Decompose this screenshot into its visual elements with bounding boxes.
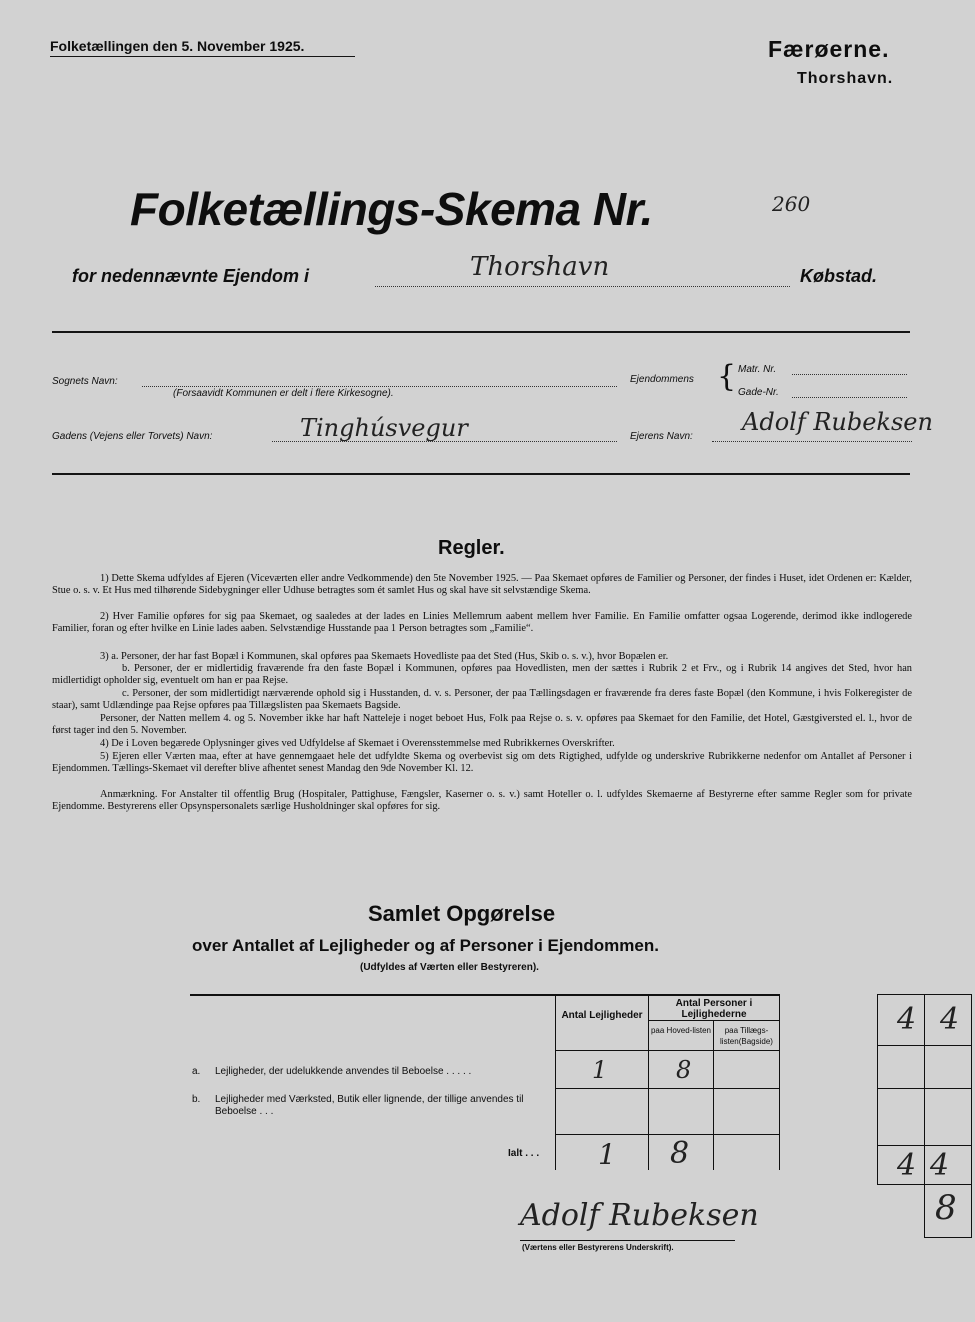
gade-label: Gade-Nr. — [738, 387, 779, 398]
matr-label: Matr. Nr. — [738, 364, 777, 375]
street-value-handwritten: Tinghúsvegur — [300, 414, 468, 442]
table-row-rule-1 — [555, 1088, 779, 1089]
owner-signature: Adolf Rubeksen — [520, 1198, 759, 1233]
total-label: Ialt . . . — [508, 1148, 540, 1159]
subtitle-suffix: Købstad. — [800, 266, 878, 286]
rule-1: 1) Dette Skema udfyldes af Ejeren (Viceværten eller andre Vedkommende) den 5te November 1925. — Paa Skemaet opføres de Familier og Personer, der findes i Huset, idet Ordenen er: Kælder, Stue o. s. v. Et Hus med tilhørende Sidebygninger eller Udhuse betragtes som ét samlet Hus og skal have sit selvstændige Skema. — [52, 573, 912, 597]
census-date: Folketællingen den 5. November 1925. — [50, 38, 305, 54]
signature-label: (Værtens eller Bestyrerens Underskrift). — [522, 1243, 674, 1252]
form-number: 260 — [772, 192, 811, 216]
parish-note: (Forsaavidt Kommunen er delt i flere Kirkesogne). — [173, 388, 394, 399]
table-vline-2 — [648, 995, 649, 1170]
col-supplement-list: paa Tillægs-listen(Bagside) — [720, 1026, 773, 1046]
street-label: Gadens (Vejens eller Torvets) Navn: — [52, 431, 213, 442]
tally-vline-mid — [924, 994, 925, 1238]
total-apartments: 1 — [598, 1138, 616, 1171]
matr-fill-line — [792, 374, 907, 375]
rule-3b: b. Personer, der er midlertidig fraværende fra den faste Bopæl i Kommunen, opføres paa Hovedlisten, men der sættes i Rubrik 2 et Frv., og i Rubrik 14 angives det Sted, hvor han midlertidigt opholder sig, eventuelt om han er paa Rejse. — [52, 663, 912, 687]
parish-label: Sognets Navn: — [52, 376, 118, 387]
subtitle-town-handwritten: Thorshavn — [470, 252, 610, 282]
gade-fill-line — [792, 397, 907, 398]
rule-3-night: Personer, der Natten mellem 4. og 5. November ikke har haft Natteleje i noget beboet Hus, Folk paa Rejse o. s. v. opføres paa Skemaet for den Familie, det Hotel, Gæstgiversted el. l., hvor de først tager ind den 5. November. — [52, 713, 912, 737]
form-title: Folketællings-Skema Nr. — [130, 183, 653, 235]
owner-value-handwritten: Adolf Rubeksen — [742, 408, 933, 436]
tally-vline-right — [971, 994, 972, 1238]
owner-fill-line — [712, 441, 912, 442]
tally-top-right: 4 — [940, 1002, 960, 1037]
rules-heading: Regler. — [438, 537, 505, 559]
row-a-apartments: 1 — [592, 1056, 608, 1084]
row-b-letter: b. — [192, 1094, 201, 1105]
row-a-main: 8 — [676, 1056, 692, 1084]
table-vline-4 — [779, 995, 780, 1170]
tally-top-left: 4 — [897, 1002, 917, 1037]
rule-4: 4) De i Loven begærede Oplysninger gives ved Udfyldelse af Skemaet i Overensstemmelse med Rubrikkernes Overskrifter. — [100, 738, 615, 749]
rule-note: Anmærkning. For Anstalter til offentlig Brug (Hospitaler, Pattighuse, Fængsler, Kaserner o. s. v.) samt Hoteller o. l. udfyldes Skemaerne af Bestyrerne efter samme Regler som for private Ejendomme. Bestyrerens eller Opsynspersonalets særlige Husholdninger skal opføres for sig. — [52, 789, 912, 813]
col-apartments: Antal Lejligheder — [561, 1010, 643, 1021]
divider-fields — [52, 473, 910, 475]
col-main-list: paa Hoved-listen — [650, 1026, 712, 1035]
tally-hline-3 — [877, 1145, 972, 1146]
property-brace: { — [717, 359, 737, 394]
total-main: 8 — [670, 1136, 690, 1171]
rule-5: 5) Ejeren eller Værten maa, efter at have gennemgaaet hele det udfyldte Skema og overbevist sig om dets Rigtighed, udfylde og underskrive Rubrikkerne nedenfor om Antallet af Personer i Ejendommen. Tællings-Skemaet vil derefter blive afhentet senest Mandag den 9de November Kl. 12. — [52, 751, 912, 775]
town: Thorshavn. — [797, 70, 894, 87]
row-b-label: Lejligheder med Værksted, Butik eller lignende, der tillige anvendes til Beboelse . . . — [215, 1094, 524, 1117]
region: Færøerne. — [768, 36, 890, 62]
col-persons: Antal Personer i Lejlighederne — [675, 998, 753, 1020]
table-persons-rule — [648, 1020, 779, 1021]
subtitle-prefix: for nedennævnte Ejendom i — [72, 266, 310, 286]
tally-hline-5 — [924, 1237, 972, 1238]
property-label: Ejendommens — [630, 374, 694, 385]
owner-label: Ejerens Navn: — [630, 431, 693, 442]
summary-note: (Udfyldes af Værten eller Bestyreren). — [360, 962, 539, 973]
tally-hline-1 — [877, 1045, 972, 1046]
tally-total: 8 — [935, 1188, 957, 1228]
rule-3c: c. Personer, der som midlertidigt nærværende ophold sig i Husstanden, d. v. s. Personer, der paa Tællingsdagen er fraværende fra deres faste Bopæl (den Kommune, i hvis Folkeregister de staar), samt Udlændinge paa Rejse opføres paa Tillægslisten paa Skemaets Bagside. — [52, 688, 912, 712]
tally-hline-2 — [877, 1088, 972, 1089]
divider-top — [52, 331, 910, 333]
table-vline-1 — [555, 995, 556, 1170]
signature-line — [520, 1240, 735, 1241]
summary-title: Samlet Opgørelse — [368, 901, 556, 926]
summary-subtitle: over Antallet af Lejligheder og af Personer i Ejendommen. — [192, 936, 659, 955]
tally-vline-left — [877, 994, 878, 1184]
parish-fill-line — [142, 386, 617, 387]
tally-hline-top — [877, 994, 972, 995]
rule-2: 2) Hver Familie opføres for sig paa Skemaet, og saaledes at der lades en Linies Mellemrum aabent mellem hver Familie. En Familie omfatter ogsaa Logerende, derimod ikke indlogerede Familier, foran og efter hvilke en Linie lades aaben. Selvstændige Husstande paa 1 Person betragtes som „Familie“. — [52, 611, 912, 635]
rule-3a: 3) a. Personer, der har fast Bopæl i Kommunen, skal opføres paa Skemaets Hovedliste paa det Sted (Hus, Skib o. s. v.), hvor Bopælen er. — [100, 651, 669, 662]
row-a-letter: a. — [192, 1066, 201, 1077]
tally-bottom-left: 4 — [897, 1148, 917, 1183]
tally-bottom-right: 4 — [930, 1148, 950, 1183]
town-fill-line — [375, 286, 790, 287]
table-row-rule-2 — [555, 1134, 779, 1135]
table-header-rule — [555, 1050, 779, 1051]
tally-hline-4 — [877, 1184, 972, 1185]
table-top-rule — [190, 994, 780, 996]
row-a-label: Lejligheder, der udelukkende anvendes til Beboelse . . . . . — [215, 1066, 472, 1077]
header-underline — [50, 56, 355, 57]
